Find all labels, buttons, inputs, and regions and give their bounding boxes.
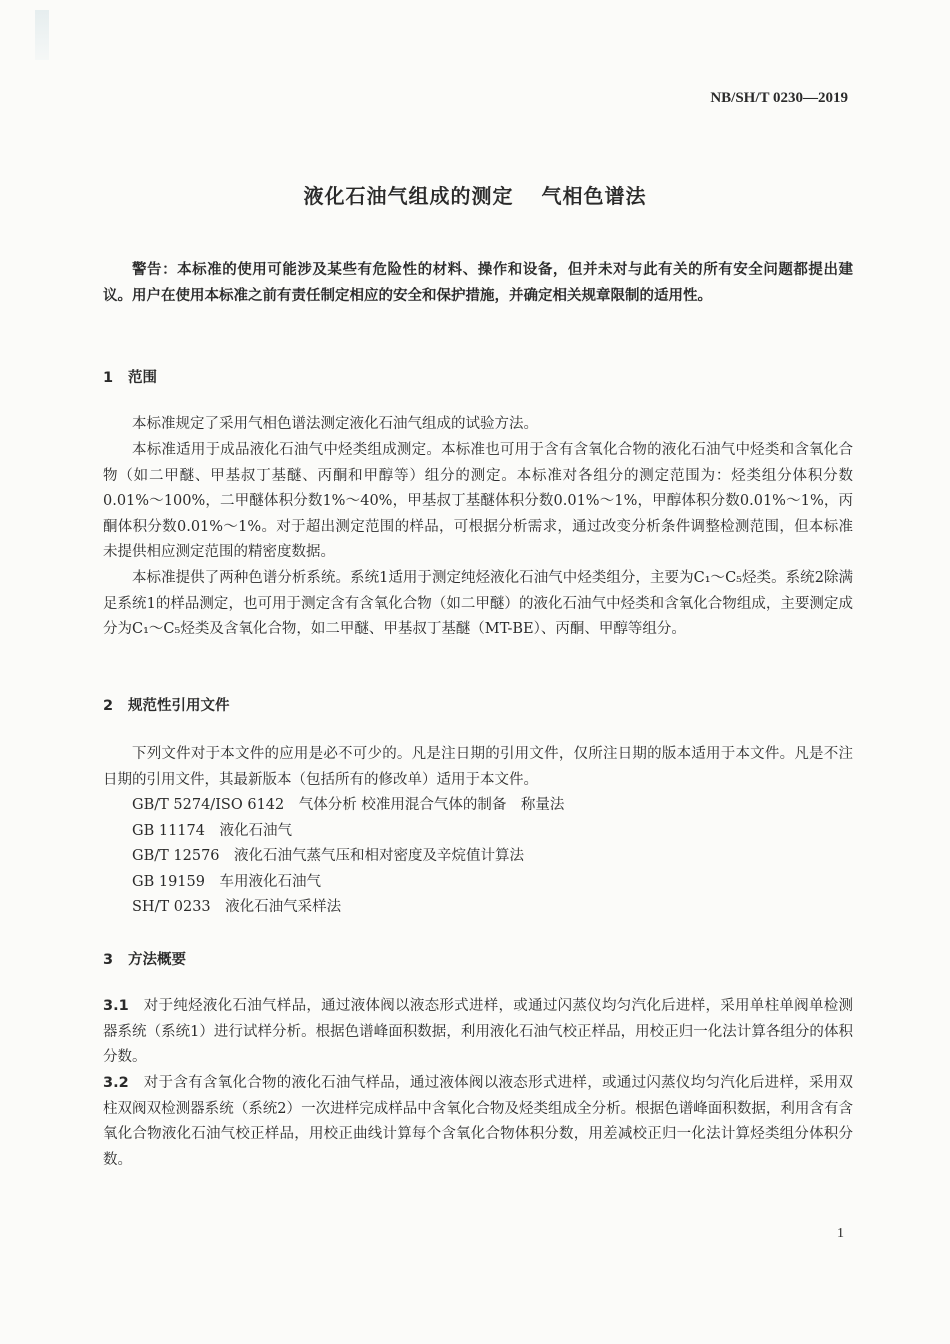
section-2-heading	[103, 694, 230, 715]
section-2-intro: 下列文件对于本文件的应用是必不可少的。凡是注日期的引用文件，仅所注日期的版本适用于本文件。凡是不注日期的引用文件，其最新版本（包括所有的修改单）适用于本文件。	[103, 746, 853, 788]
section-title: 范围	[128, 370, 157, 386]
document-title	[0, 180, 950, 209]
clause-text: 对于纯烃液化石油气样品，通过液体阀以液态形式进样，或通过闪蒸仪均匀汽化后进样，采用单柱单阀单检测器系统（系统1）进行试样分析。根据色谱峰面积数据，利用液化石油气校正样品，用校正归一化法计算各组分的体积分数。	[103, 998, 854, 1065]
reference-item: SH/T 0233 液化石油气采样法	[132, 899, 342, 915]
clause-number: 3.1	[103, 998, 129, 1014]
clause-3-1	[103, 994, 853, 1071]
scan-mark	[35, 10, 49, 60]
section-3-heading	[103, 948, 186, 969]
section-1-heading	[103, 366, 157, 387]
warning-paragraph: 警告：本标准的使用可能涉及某些有危险性的材料、操作和设备，但并未对与此有关的所有安全问题都提出建议。用户在使用本标准之前有责任制定相应的安全和保护措施，并确定相关规章限制的适用性。	[103, 262, 853, 304]
reference-list	[103, 793, 853, 921]
title-method: 气相色谱法	[541, 184, 647, 208]
page-number: 1	[837, 1226, 844, 1241]
title-main: 液化石油气组成的测定	[303, 184, 514, 208]
clause-3-2	[103, 1071, 853, 1173]
clause-number: 3.2	[103, 1075, 129, 1091]
section-number: 2	[103, 698, 114, 714]
section-number: 3	[103, 952, 114, 968]
reference-item: GB 19159 车用液化石油气	[132, 873, 321, 890]
section-1-paragraph-2: 本标准适用于成品液化石油气中烃类组成测定。本标准也可用于含有含氧化合物的液化石油气中烃类和含氧化合物（如二甲醚、甲基叔丁基醚、丙酮和甲醇等）组分的测定。本标准对各组分的测定范围为：烃类组分体积分数0.01%～100%，二甲醚体积分数1%～40%，甲基叔丁基醚体积分数0.01%～1%，甲醇体积分数0.01%～1%，丙酮体积分数0.01%～1%。对于超出测定范围的样品，可根据分析需求，通过改变分析条件调整检测范围，但本标准未提供相应测定范围的精密度数据。	[103, 442, 853, 560]
section-title: 规范性引用文件	[128, 698, 230, 714]
section-1-paragraph-1: 本标准规定了采用气相色谱法测定液化石油气组成的试验方法。	[132, 416, 538, 432]
section-1-paragraph-3: 本标准提供了两种色谱分析系统。系统1适用于测定纯烃液化石油气中烃类组分，主要为C₁～C₅烃类。系统2除满足系统1的样品测定，也可用于测定含有含氧化合物（如二甲醚）的液化石油气中烃类和含氧化合物组成，主要测定成分为C₁～C₅烃类及含氧化合物，如二甲醚、甲基叔丁基醚（MT-BE）、丙酮、甲醇等组分。	[103, 570, 853, 637]
standard-code: NB/SH/T 0230—2019	[710, 90, 848, 106]
reference-item: GB/T 5274/ISO 6142 气体分析 校准用混合气体的制备 称量法	[132, 797, 565, 813]
section-number: 1	[103, 370, 114, 386]
section-title: 方法概要	[128, 952, 186, 968]
reference-item: GB 11174 液化石油气	[132, 822, 292, 839]
reference-item: GB/T 12576 液化石油气蒸气压和相对密度及辛烷值计算法	[132, 848, 525, 864]
clause-text: 对于含有含氧化合物的液化石油气样品，通过液体阀以液态形式进样，或通过闪蒸仪均匀汽化后进样，采用双柱双阀双检测器系统（系统2）一次进样完成样品中含氧化合物及烃类组成全分析。根据色谱峰面积数据，利用含有含氧化合物液化石油气校正样品，用校正曲线计算每个含氧化合物体积分数，用差减校正归一化法计算烃类组分体积分数。	[103, 1075, 854, 1168]
